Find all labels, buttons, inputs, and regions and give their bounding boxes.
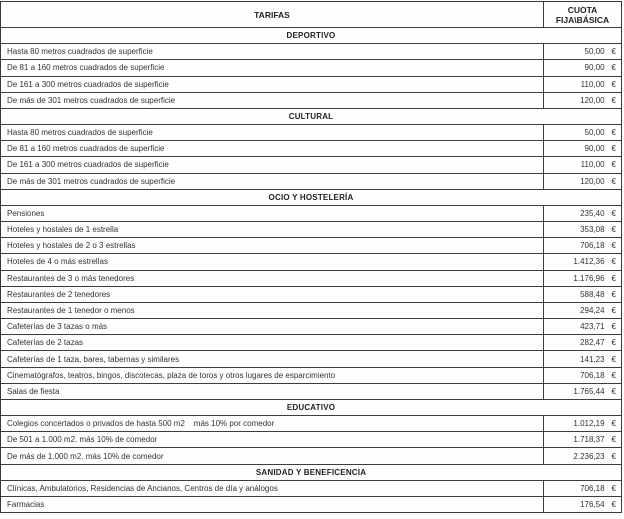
euro-sign: € xyxy=(611,289,616,299)
table-row xyxy=(1,44,621,60)
table-row xyxy=(1,93,621,109)
euro-sign: € xyxy=(611,241,616,251)
tariff-label: Restaurantes de 3 o más tenedores xyxy=(1,271,544,286)
tariff-amount-cell xyxy=(544,351,621,366)
tariff-amount-cell xyxy=(544,77,621,92)
euro-sign: € xyxy=(611,322,616,332)
tariff-label: Restaurantes de 2 tenedores xyxy=(1,287,544,302)
euro-sign: € xyxy=(611,273,616,283)
tariff-amount: 588,48 xyxy=(580,289,605,299)
euro-sign: € xyxy=(611,208,616,218)
euro-sign: € xyxy=(611,257,616,267)
section-header xyxy=(1,28,621,44)
tariff-amount: 120,00 xyxy=(580,95,605,105)
tariff-amount-cell xyxy=(544,384,621,399)
tariff-label: De 161 a 300 metros cuadrados de superficie xyxy=(1,77,544,92)
tariff-amount: 176,54 xyxy=(580,500,605,510)
table-row xyxy=(1,481,621,497)
table-row xyxy=(1,206,621,222)
tariff-label: Colegios concertados o privados de hasta 500 m2 más 10% por comedor xyxy=(1,416,544,431)
table-row xyxy=(1,254,621,270)
tariff-label: De 81 a 160 metros cuadrados de superficie xyxy=(1,141,544,156)
euro-sign: € xyxy=(611,386,616,396)
tariff-amount: 50,00 xyxy=(584,47,605,57)
table-row xyxy=(1,141,621,157)
table-row xyxy=(1,238,621,254)
euro-sign: € xyxy=(611,483,616,493)
tariff-amount-cell xyxy=(544,141,621,156)
euro-sign: € xyxy=(611,338,616,348)
tariff-amount-cell xyxy=(544,174,621,189)
tariff-amount-cell xyxy=(544,271,621,286)
section-title: CULTURAL xyxy=(288,111,334,121)
tariff-amount: 141,23 xyxy=(580,354,605,364)
tariff-label: De más de 301 metros cuadrados de superficie xyxy=(1,174,544,189)
tariff-amount: 110,00 xyxy=(580,79,605,89)
tariff-amount: 1.176,96 xyxy=(573,273,605,283)
section-header xyxy=(1,190,621,206)
section-header xyxy=(1,400,621,416)
tariff-amount-cell xyxy=(544,335,621,350)
table-row xyxy=(1,368,621,384)
tariff-amount: 1.718,37 xyxy=(573,435,605,445)
tariff-label: De 81 a 160 metros cuadrados de superficie xyxy=(1,60,544,75)
tariff-amount: 235,40 xyxy=(580,208,605,218)
tariff-label: Cinematógrafos, teatros, bingos, discotecas, plaza de toros y otros lugares de esparcimiento xyxy=(1,368,544,383)
tariff-amount: 1.012,19 xyxy=(573,419,605,429)
euro-sign: € xyxy=(611,419,616,429)
section-title: OCIO Y HOSTELERÍA xyxy=(268,192,354,202)
tariff-label: Cafeterías de 2 tazas xyxy=(1,335,544,350)
cuota-header-line1: CUOTA xyxy=(567,4,598,15)
table-row xyxy=(1,287,621,303)
tariff-amount: 90,00 xyxy=(584,63,605,73)
tariff-label: Hasta 80 metros cuadrados de superficie xyxy=(1,125,544,140)
tariff-amount-cell xyxy=(544,448,621,463)
euro-sign: € xyxy=(611,160,616,170)
euro-sign: € xyxy=(611,354,616,364)
table-row xyxy=(1,125,621,141)
tariff-amount-cell xyxy=(544,416,621,431)
euro-sign: € xyxy=(611,435,616,445)
tariff-amount-cell xyxy=(544,125,621,140)
tariff-amount: 2.236,23 xyxy=(573,451,605,461)
section-header xyxy=(1,109,621,125)
table-row xyxy=(1,60,621,76)
tariff-amount: 50,00 xyxy=(584,128,605,138)
table-row xyxy=(1,157,621,173)
table-row xyxy=(1,174,621,190)
tariff-label: De más de 1.000 m2. más 10% de comedor xyxy=(1,448,544,463)
tariff-label: Pensiones xyxy=(1,206,544,221)
tariff-amount: 706,18 xyxy=(580,483,605,493)
tariff-amount: 282,47 xyxy=(580,338,605,348)
euro-sign: € xyxy=(611,144,616,154)
euro-sign: € xyxy=(611,451,616,461)
euro-sign: € xyxy=(611,225,616,235)
tariff-amount: 90,00 xyxy=(584,144,605,154)
euro-sign: € xyxy=(611,306,616,315)
tariff-amount-cell xyxy=(544,368,621,383)
section-title: SANIDAD Y BENEFICENCIA xyxy=(255,467,367,477)
table-row xyxy=(1,319,621,335)
tariff-amount: 353,08 xyxy=(580,225,605,235)
tariff-amount: 706,18 xyxy=(580,370,605,380)
euro-sign: € xyxy=(611,47,616,57)
table-row xyxy=(1,77,621,93)
section-header xyxy=(1,465,621,481)
tariff-amount-cell xyxy=(544,319,621,334)
cuota-header-line2: FIJA\BÁSICA xyxy=(555,14,610,25)
tariff-label: Cafeterías de 1 taza, bares, tabernas y similares xyxy=(1,351,544,366)
tariff-amount-cell xyxy=(544,93,621,108)
euro-sign: € xyxy=(611,500,616,510)
euro-sign: € xyxy=(611,79,616,89)
tariff-amount: 120,00 xyxy=(580,176,605,186)
tariff-amount-cell xyxy=(544,287,621,302)
tariff-amount: 706,18 xyxy=(580,241,605,251)
table-row xyxy=(1,222,621,238)
tariff-amount-cell xyxy=(544,60,621,75)
tariff-amount-cell xyxy=(544,238,621,253)
table-row xyxy=(1,384,621,400)
tariff-amount-cell xyxy=(544,432,621,447)
column-header-tarifas: TARIFAS xyxy=(1,2,544,27)
table-row xyxy=(1,271,621,287)
euro-sign: € xyxy=(611,63,616,73)
section-title: EDUCATIVO xyxy=(286,403,336,413)
tariff-amount-cell xyxy=(544,206,621,221)
tariff-label: De 161 a 300 metros cuadrados de superficie xyxy=(1,157,544,172)
tariff-amount-cell xyxy=(544,254,621,269)
tariff-label: Cafeterías de 3 tazas o más xyxy=(1,319,544,334)
euro-sign: € xyxy=(611,95,616,105)
tariff-amount-cell xyxy=(544,222,621,237)
tariff-amount-cell xyxy=(544,497,621,512)
tariff-label: Hoteles y hostales de 1 estrella xyxy=(1,222,544,237)
column-header-cuota xyxy=(544,2,621,27)
tariff-amount-cell xyxy=(544,481,621,496)
tariff-amount: 294,24 xyxy=(580,306,605,315)
euro-sign: € xyxy=(611,370,616,380)
tariff-label: De 501 a 1.000 m2. más 10% de comedor xyxy=(1,432,544,447)
tariff-amount-cell xyxy=(544,157,621,172)
tariff-label: Farmacias xyxy=(1,497,544,512)
tariff-label: Hasta 80 metros cuadrados de superficie xyxy=(1,44,544,59)
tariff-amount: 110,00 xyxy=(580,160,605,170)
table-row xyxy=(1,303,621,319)
table-header-row xyxy=(1,2,621,28)
tariff-label: Hoteles y hostales de 2 o 3 estrellas xyxy=(1,238,544,253)
tariff-label: Salas de fiesta xyxy=(1,384,544,399)
table-row xyxy=(1,432,621,448)
tariff-amount: 1.412,36 xyxy=(573,257,605,267)
tariff-label: De más de 301 metros cuadrados de superficie xyxy=(1,93,544,108)
table-row xyxy=(1,497,621,512)
tariff-label: Clínicas, Ambulatorios, Residencias de Ancianos, Centros de día y análogos xyxy=(1,481,544,496)
tariff-label: Hoteles de 4 o más estrellas xyxy=(1,254,544,269)
euro-sign: € xyxy=(611,128,616,138)
table-row xyxy=(1,448,621,464)
euro-sign: € xyxy=(611,176,616,186)
tariff-amount-cell xyxy=(544,303,621,318)
tariff-amount-cell xyxy=(544,44,621,59)
tariff-label: Restaurantes de 1 tenedor o menos xyxy=(1,303,544,318)
table-row xyxy=(1,351,621,367)
table-row xyxy=(1,416,621,432)
tariff-amount: 423,71 xyxy=(580,322,605,332)
tariff-amount: 1.765,44 xyxy=(573,386,605,396)
section-title: DEPORTIVO xyxy=(286,31,336,41)
tariff-table xyxy=(0,1,622,513)
table-row xyxy=(1,335,621,351)
